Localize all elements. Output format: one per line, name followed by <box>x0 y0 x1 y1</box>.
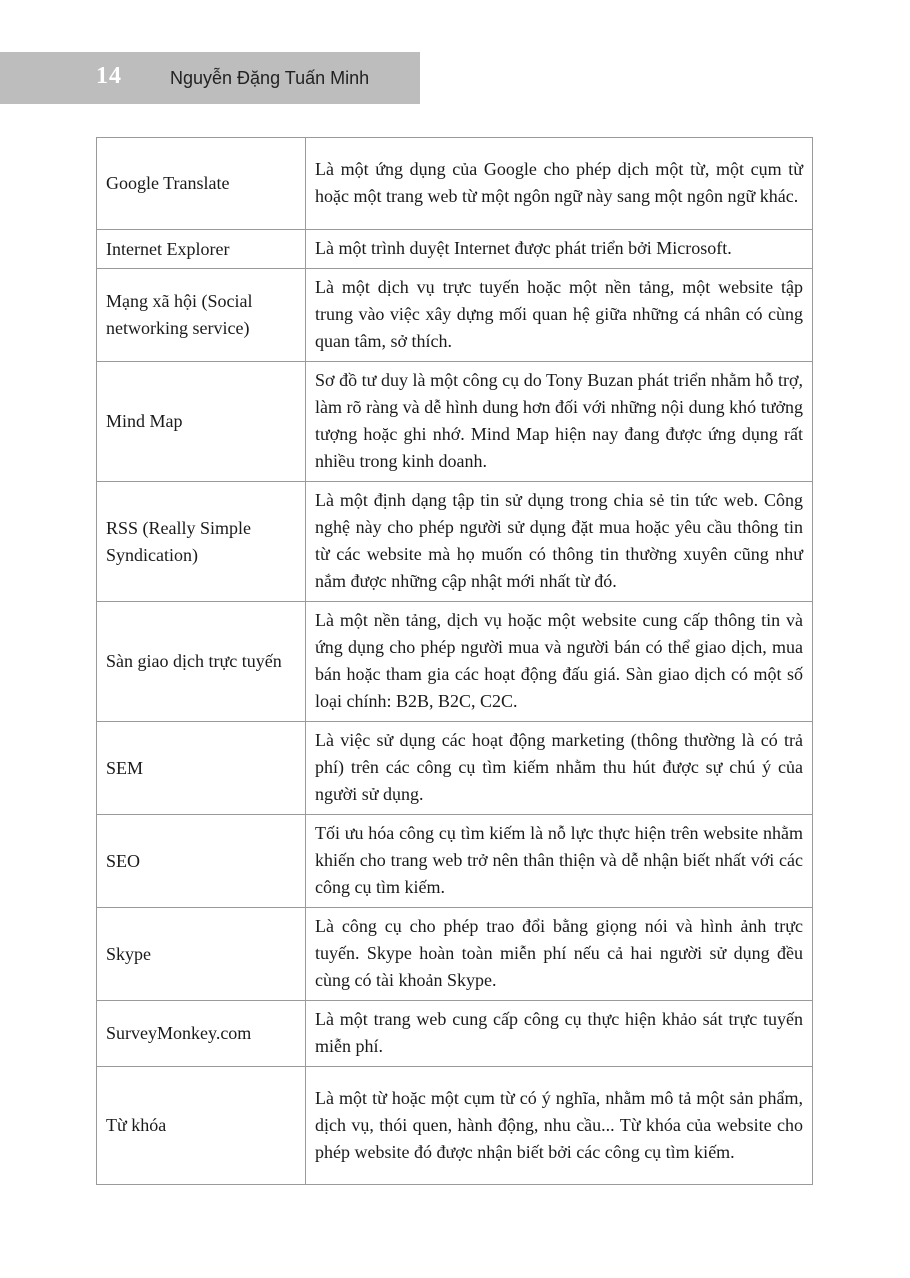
table-row <box>97 815 813 908</box>
table-row <box>97 1067 813 1185</box>
table-row <box>97 230 813 269</box>
glossary-table <box>96 137 813 1185</box>
definition-cell: Là một dịch vụ trực tuyến hoặc một nền tảng, một website tập trung vào việc xây dựng mối quan hệ giữa những cá nhân có cùng quan tâm, sở thích. <box>306 269 813 362</box>
term-cell: Từ khóa <box>97 1067 306 1185</box>
table-row <box>97 362 813 482</box>
table-row <box>97 482 813 602</box>
definition-cell: Là một ứng dụng của Google cho phép dịch một từ, một cụm từ hoặc một trang web từ một ngôn ngữ này sang một ngôn ngữ khác. <box>306 138 813 230</box>
definition-cell: Là một định dạng tập tin sử dụng trong chia sẻ tin tức web. Công nghệ này cho phép người sử dụng đặt mua hoặc yêu cầu thông tin từ các website mà họ muốn có thông tin thường xuyên cũng như nắm được những cập nhật mới nhất từ đó. <box>306 482 813 602</box>
table-row <box>97 722 813 815</box>
definition-cell: Tối ưu hóa công cụ tìm kiếm là nỗ lực thực hiện trên website nhằm khiến cho trang web trở nên thân thiện và dễ nhận biết nhất với các công cụ tìm kiếm. <box>306 815 813 908</box>
table-row <box>97 269 813 362</box>
term-cell: Internet Explorer <box>97 230 306 269</box>
term-cell: Sàn giao dịch trực tuyến <box>97 602 306 722</box>
definition-cell: Sơ đồ tư duy là một công cụ do Tony Buzan phát triển nhằm hỗ trợ, làm rõ ràng và dễ hình dung hơn đối với những nội dung khó tưởng tượng hoặc ghi nhớ. Mind Map hiện nay đang được ứng dụng rất nhiều trong kinh doanh. <box>306 362 813 482</box>
definition-cell: Là một từ hoặc một cụm từ có ý nghĩa, nhằm mô tả một sản phẩm, dịch vụ, thói quen, hành động, nhu cầu... Từ khóa của website cho phép website đó được nhận biết bởi các công cụ tìm kiếm. <box>306 1067 813 1185</box>
definition-cell: Là một nền tảng, dịch vụ hoặc một website cung cấp thông tin và ứng dụng cho phép người mua và người bán có thể giao dịch, mua bán hoặc tham gia các hoạt động đấu giá. Sàn giao dịch có một số loại chính: B2B, B2C, C2C. <box>306 602 813 722</box>
term-cell: Skype <box>97 908 306 1001</box>
term-cell: SEO <box>97 815 306 908</box>
table-row <box>97 908 813 1001</box>
definition-cell: Là việc sử dụng các hoạt động marketing (thông thường là có trả phí) trên các công cụ tìm kiếm nhằm thu hút được sự chú ý của người sử dụng. <box>306 722 813 815</box>
term-cell: RSS (Really Simple Syndication) <box>97 482 306 602</box>
term-cell: SurveyMonkey.com <box>97 1001 306 1067</box>
table-row <box>97 1001 813 1067</box>
term-cell: SEM <box>97 722 306 815</box>
definition-cell: Là một trang web cung cấp công cụ thực hiện khảo sát trực tuyến miễn phí. <box>306 1001 813 1067</box>
author-name: Nguyễn Đặng Tuấn Minh <box>170 68 370 88</box>
definition-cell: Là công cụ cho phép trao đổi bằng giọng nói và hình ảnh trực tuyến. Skype hoàn toàn miễn phí nếu cả hai người sử dụng đều cùng có tài khoản Skype. <box>306 908 813 1001</box>
definition-cell: Là một trình duyệt Internet được phát triển bởi Microsoft. <box>306 230 813 269</box>
table-row <box>97 138 813 230</box>
table-row <box>97 602 813 722</box>
term-cell: Google Translate <box>97 138 306 230</box>
term-cell: Mạng xã hội (Social networking service) <box>97 269 306 362</box>
page-number: 14 <box>96 63 122 89</box>
term-cell: Mind Map <box>97 362 306 482</box>
